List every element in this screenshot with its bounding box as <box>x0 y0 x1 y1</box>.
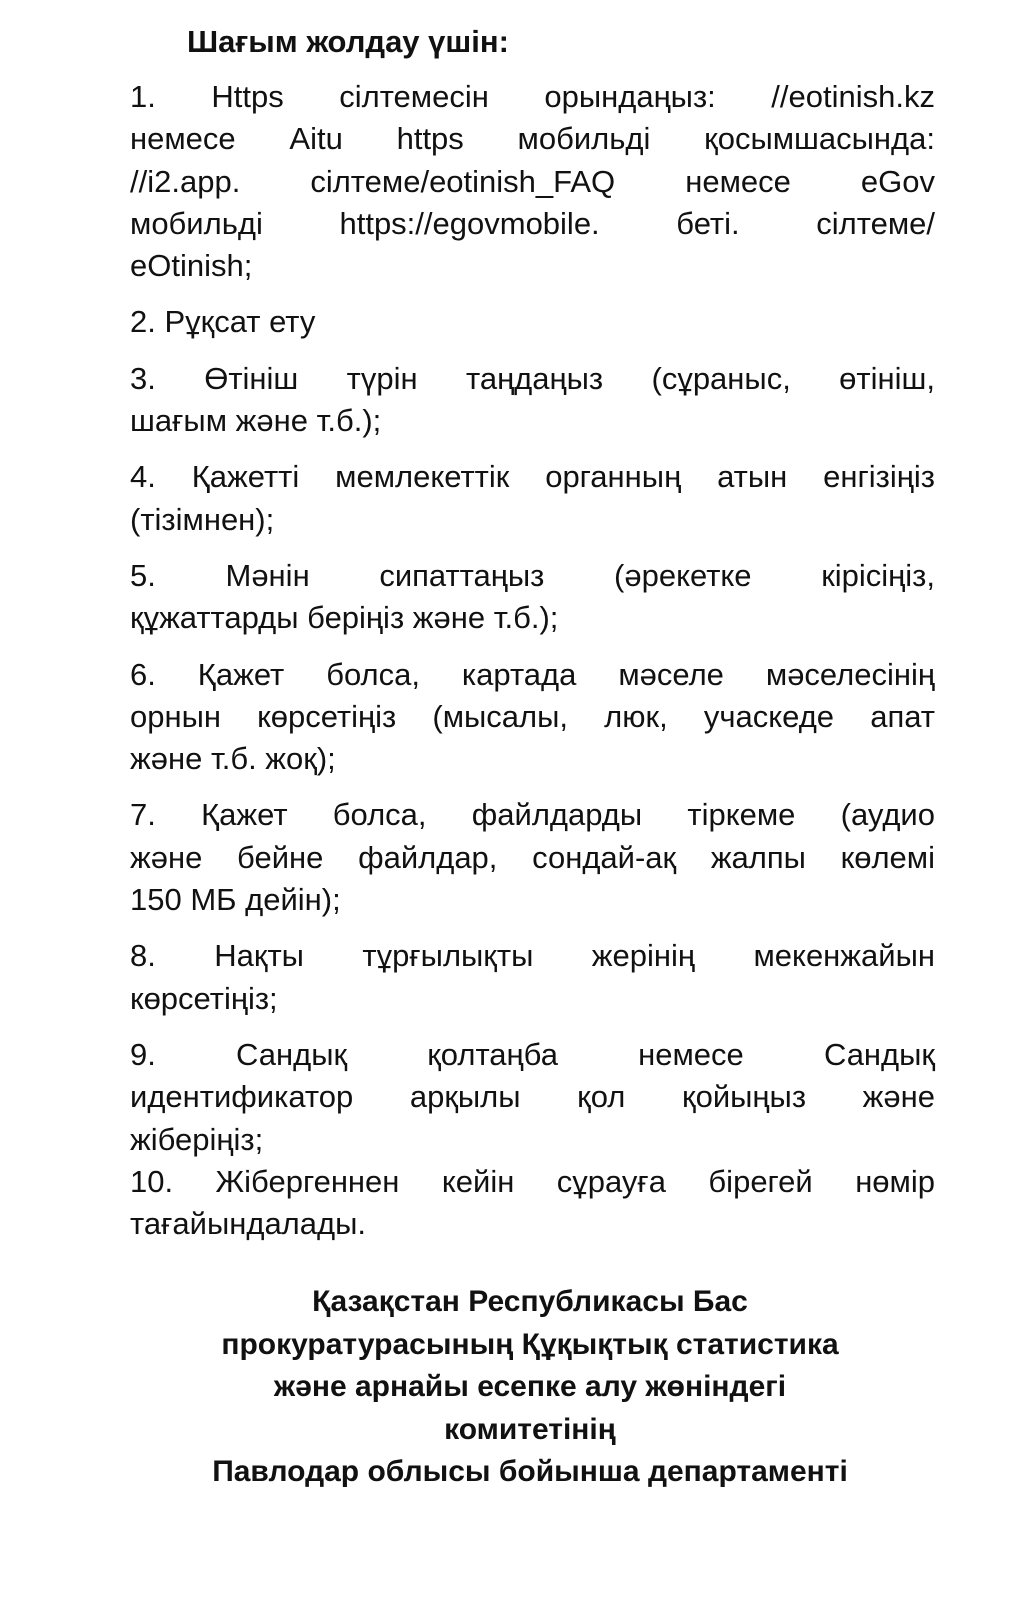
list-item-line: (тізімнен); <box>130 501 275 537</box>
document-title: Шағым жолдау үшін: <box>187 24 509 59</box>
list-item-line: 4. Қажетті мемлекеттік органның атын енгізіңіз <box>130 459 935 495</box>
footer-line: Павлодар облысы бойынша департаменті <box>212 1455 848 1488</box>
list-item <box>130 935 935 1020</box>
list-item-line: шағым және т.б.); <box>130 403 382 439</box>
list-item-line: //i2.app. сілтеме/eotinish_FAQ немесе eGov <box>130 163 935 199</box>
list-item-line: eOtinish; <box>130 248 253 284</box>
list-item-line: 150 МБ дейін); <box>130 882 341 918</box>
list-item <box>130 794 935 921</box>
list-item-line: тағайындалады. <box>130 1206 366 1242</box>
footer-line: Қазақстан Республикасы Бас <box>312 1285 748 1318</box>
list-item-line: және бейне файлдар, сондай-ақ жалпы көлемі <box>130 839 935 875</box>
list-item-line: 2. Рұқсат ету <box>130 304 316 340</box>
list-item <box>130 555 935 640</box>
list-item-line: 3. Өтініш түрін таңдаңыз (сұраныс, өтініш, <box>130 360 935 396</box>
list-item-line: және т.б. жоқ); <box>130 741 336 777</box>
issuer-signature-block <box>0 1281 1030 1494</box>
list-item <box>130 456 935 541</box>
list-item <box>130 1161 935 1246</box>
list-item-line: 1. Https сілтемесін орындаңыз: //eotinish.kz <box>130 79 935 114</box>
list-item-line: орнын көрсетіңіз (мысалы, люк, учаскеде апат <box>130 698 935 734</box>
list-item <box>130 654 935 781</box>
list-item <box>130 301 935 343</box>
list-item-line: немесе Aitu https мобильді қосымшасында: <box>130 121 935 157</box>
list-item-line: жіберіңіз; <box>130 1121 264 1157</box>
list-item-line: көрсетіңіз; <box>130 980 278 1016</box>
list-item-line: 9. Сандық қолтаңба немесе Сандық <box>130 1036 935 1072</box>
list-item-line: 7. Қажет болса, файлдарды тіркеме (аудио <box>130 797 935 833</box>
list-item-line: идентификатор арқылы қол қойыңыз және <box>130 1079 935 1115</box>
footer-line: прокуратурасының Құқықтық статистика <box>221 1327 839 1361</box>
list-item <box>130 76 935 287</box>
list-item-line: 10. Жібергеннен кейін сұрауға бірегей нөмір <box>130 1163 935 1199</box>
list-item-line: құжаттарды беріңіз және т.б.); <box>130 600 559 636</box>
list-item <box>130 1034 935 1161</box>
list-item-line: 6. Қажет болса, картада мәселе мәселесінің <box>130 656 935 692</box>
list-item <box>130 358 935 443</box>
list-item-line: 8. Нақты тұрғылықты жерінің мекенжайын <box>130 938 935 974</box>
list-item-line: 5. Мәнін сипаттаңыз (әрекетке кірісіңіз, <box>130 557 935 593</box>
list-item-line: мобильді https://egovmobile. беті. сілтеме/ <box>130 205 935 241</box>
footer-line: және арнайы есепке алу жөніндегі <box>273 1370 787 1403</box>
footer-line: комитетінің <box>444 1412 616 1446</box>
instruction-list <box>130 76 935 1259</box>
